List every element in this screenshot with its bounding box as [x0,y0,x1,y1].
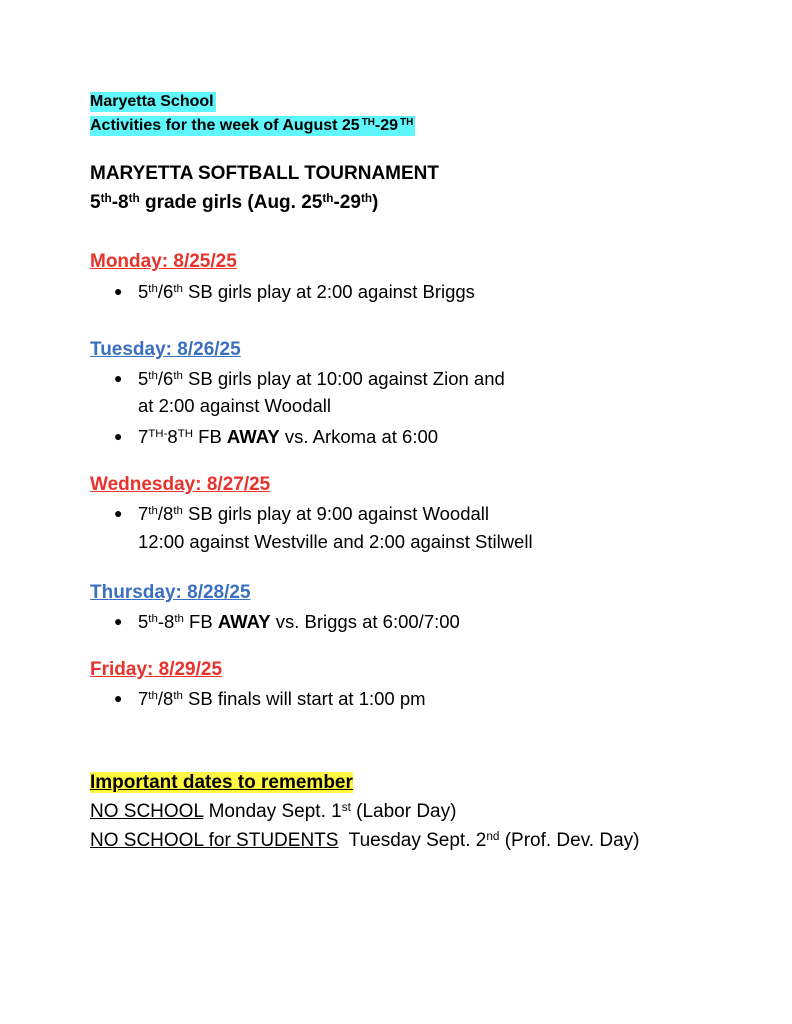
thursday-heading: Thursday: 8/28/25 [90,582,251,603]
tuesday-heading: Tuesday: 8/26/25 [90,339,241,360]
t-e: ) [372,192,379,213]
tu1-c: SB girls play at 10:00 against Zion and [182,368,505,389]
school-name: Maryetta School [90,93,214,110]
m1-b-sup: th [173,282,183,295]
tournament-subtitle [90,189,378,216]
tuesday-item-1-cont: at 2:00 against Woodall [138,395,332,416]
friday-item-1 [138,685,426,712]
th1-c: FB [183,611,218,632]
tu2-d: vs. Arkoma at 6:00 [279,426,439,447]
activities-text: Activities for the week of August 25 [90,117,360,134]
i2-rest: Tuesday Sept. 2 [338,830,487,851]
i2-sup: nd [486,829,500,843]
friday-heading: Friday: 8/29/25 [90,659,223,680]
tu2-b: 8 [167,426,178,447]
t-b-sup: th [128,191,140,205]
wednesday-item-1-cont: 12:00 against Westville and 2:00 against Stilwell [138,531,533,552]
w1-c: SB girls play at 9:00 against Woodall [182,503,489,524]
t-c: grade girls (Aug. 25 [139,192,323,213]
tu2-away: AWAY [226,426,280,447]
activities-week [90,116,415,136]
w1-b: /8 [157,503,174,524]
i1-end: (Labor Day) [350,801,457,822]
activities-sup: TH [361,116,375,128]
no-school-label: NO SCHOOL [90,801,204,822]
f1-a: 7 [138,688,149,709]
tuesday-item-2 [138,423,438,450]
w1-a: 7 [138,503,149,524]
th1-b-sup: th [174,612,184,625]
m1-a: 5 [138,281,149,302]
t-d-sup: th [360,191,373,205]
monday-heading: Monday: 8/25/25 [90,251,237,272]
important-line-1 [90,798,456,826]
bullet-icon: ● [114,283,123,299]
bullet-icon: ● [114,690,123,706]
th1-a: 5 [138,611,149,632]
m1-a-sup: th [148,282,158,295]
i2-end: (Prof. Dev. Day) [499,830,640,851]
th1-d: vs. Briggs at 6:00/7:00 [270,611,460,632]
w1-a-sup: th [148,504,158,517]
activities-sup-2: TH [400,116,414,128]
bullet-icon: ● [114,370,123,386]
th1-away: AWAY [217,611,271,632]
important-heading: Important dates to remember [90,772,353,793]
f1-a-sup: th [148,689,158,702]
w1-b-sup: th [173,504,183,517]
bullet-icon: ● [114,428,123,444]
tu2-a-sup: TH- [148,427,168,440]
tu2-c: FB [193,426,227,447]
important-heading-line [90,769,353,797]
bullet-icon: ● [114,613,123,629]
activities-mid: -29 [374,117,399,134]
th1-a-sup: th [148,612,158,625]
t-a: 5 [90,192,101,213]
school-name-line [90,92,216,112]
monday-item-1 [138,278,475,305]
f1-c: SB finals will start at 1:00 pm [182,688,426,709]
th1-b: -8 [157,611,175,632]
tournament-title: MARYETTA SOFTBALL TOURNAMENT [90,163,440,184]
i1-sup: st [341,800,351,814]
m1-c: SB girls play at 2:00 against Briggs [182,281,475,302]
tuesday-item-1 [138,365,505,392]
tu1-b: /6 [157,368,174,389]
wednesday-item-1 [138,500,489,527]
t-a-sup: th [100,191,112,205]
m1-b: /6 [157,281,174,302]
activities-week-line [90,116,415,136]
tu1-b-sup: th [173,369,183,382]
f1-b: /8 [157,688,174,709]
no-school-students-label: NO SCHOOL for STUDENTS [90,830,339,851]
f1-b-sup: th [173,689,183,702]
wednesday-heading: Wednesday: 8/27/25 [90,474,271,495]
t-b: -8 [111,192,129,213]
tu2-a: 7 [138,426,149,447]
important-line-2 [90,827,639,855]
tu1-a-sup: th [148,369,158,382]
thursday-item-1 [138,608,460,635]
t-d: -29 [333,192,361,213]
t-c-sup: th [322,191,334,205]
tu2-b-sup: TH [177,427,193,440]
tu1-a: 5 [138,368,149,389]
i1-rest: Monday Sept. 1 [203,801,342,822]
bullet-icon: ● [114,505,123,521]
